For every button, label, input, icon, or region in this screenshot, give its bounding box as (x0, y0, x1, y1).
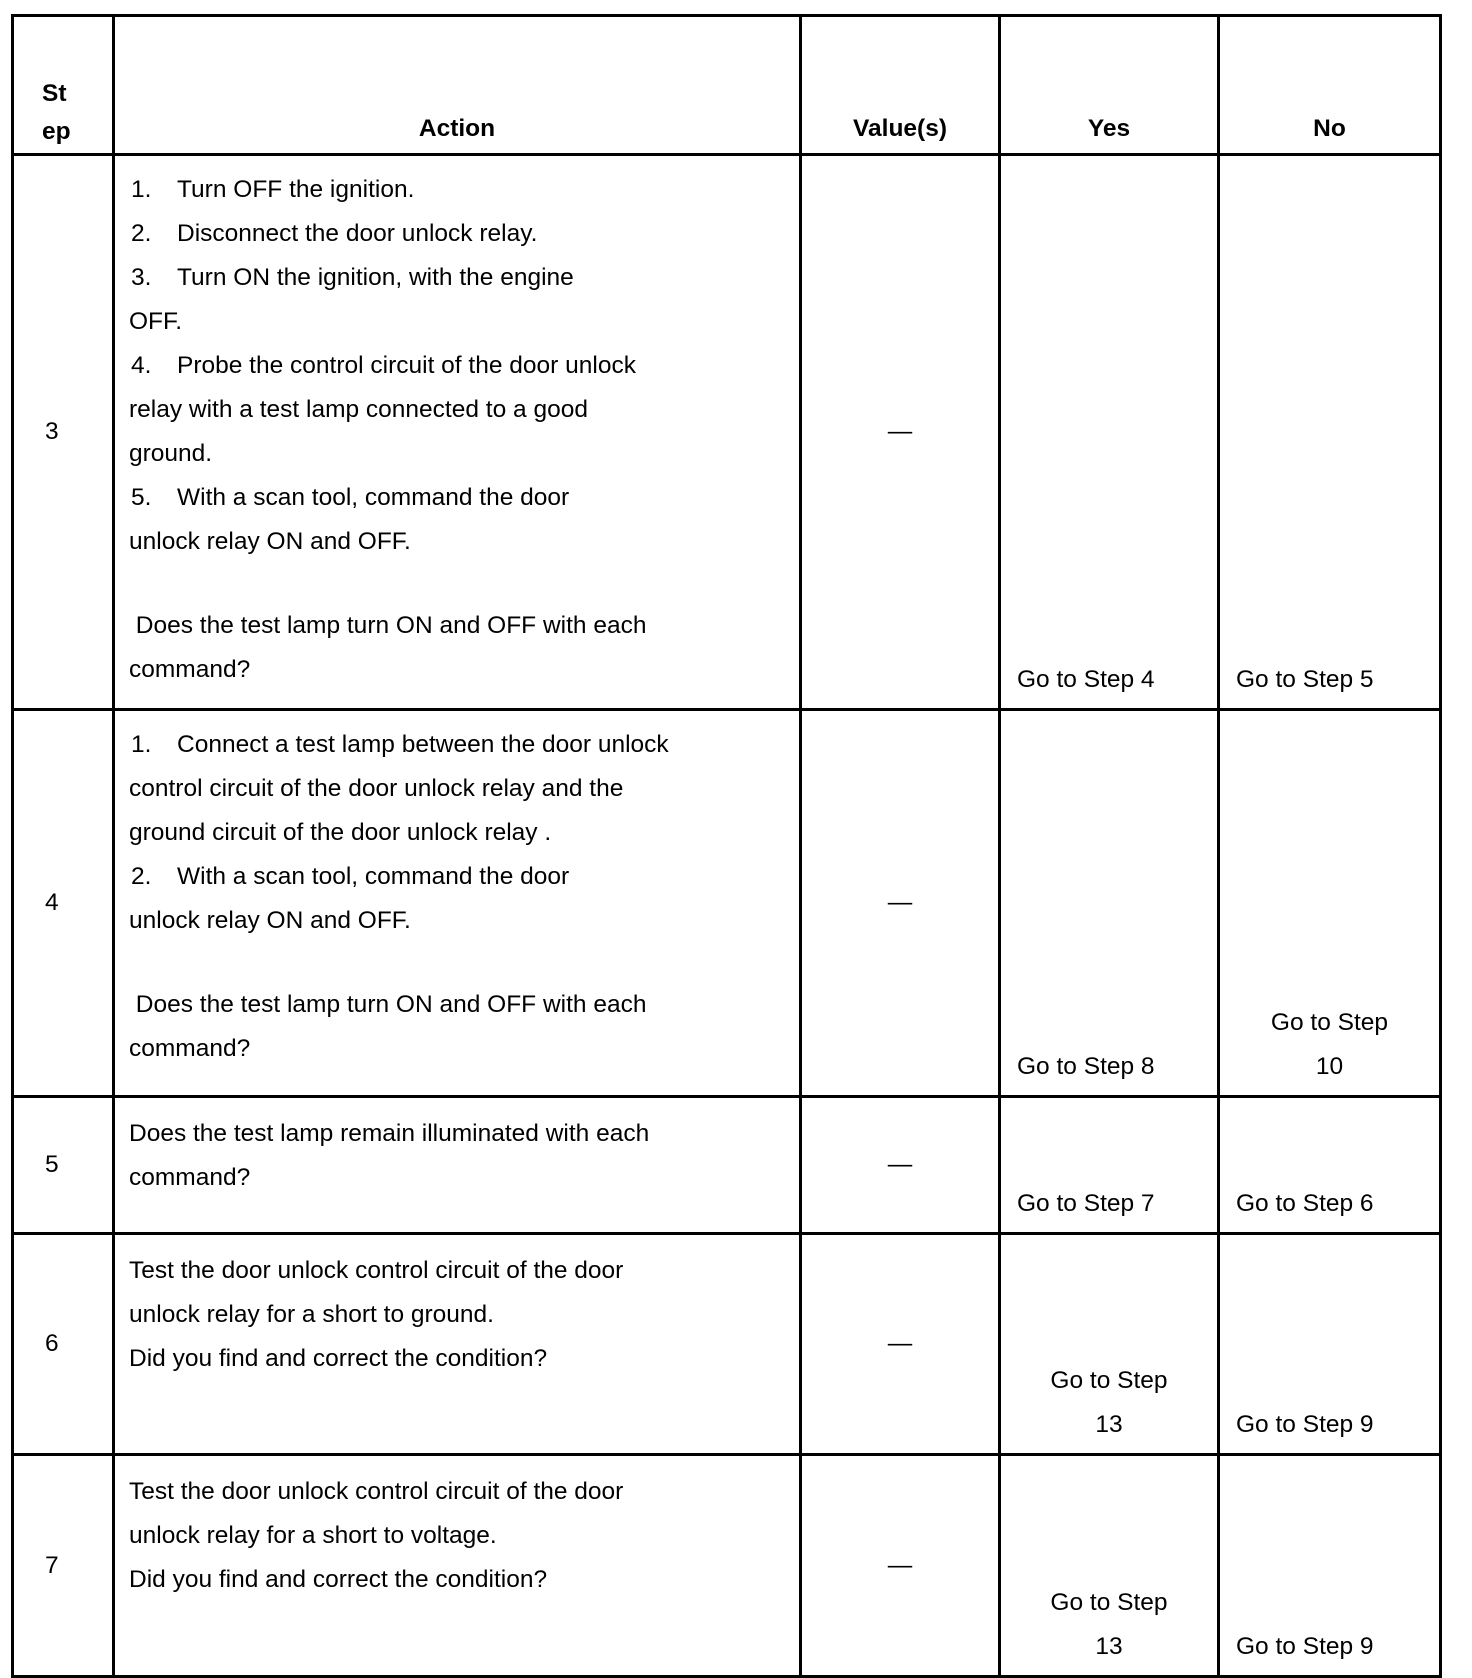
action-line: unlock relay for a short to ground. (129, 1301, 494, 1328)
yes-cell: Go to Step 4 (1000, 155, 1219, 710)
step-number: 3 (13, 155, 114, 710)
action-line: unlock relay ON and OFF. (129, 528, 411, 555)
table-row-step-4 (13, 710, 1441, 1097)
table-row-step-6 (13, 1234, 1441, 1455)
action-line: unlock relay for a short to voltage. (129, 1522, 497, 1549)
action-line: 5. With a scan tool, command the door (131, 484, 570, 511)
action-line: relay with a test lamp connected to a good (129, 396, 588, 423)
yes-cell: Go to Step 7 (1000, 1097, 1219, 1234)
value-cell (801, 1455, 1000, 1677)
step-number: 6 (13, 1234, 114, 1455)
table-row-step-3 (13, 155, 1441, 710)
value-dash: — (887, 1330, 913, 1357)
yes-cell: Go to Step 8 (1000, 710, 1219, 1097)
action-line: Test the door unlock control circuit of the door (129, 1478, 624, 1505)
value-cell (801, 1097, 1000, 1234)
step-number: 5 (13, 1097, 114, 1234)
action-line: unlock relay ON and OFF. (129, 907, 411, 934)
no-cell: Go to Step 9 (1219, 1234, 1441, 1455)
value-cell (801, 155, 1000, 710)
action-line: control circuit of the door unlock relay and the (129, 775, 624, 802)
action-line: 1. Turn OFF the ignition. (131, 176, 415, 203)
action-line: OFF. (129, 308, 183, 335)
no-cell: Go to Step 10 (1219, 710, 1441, 1097)
action-cell (114, 1455, 801, 1677)
header-yes: Yes (1000, 16, 1219, 155)
header-action: Action (114, 16, 801, 155)
value-cell (801, 710, 1000, 1097)
action-question: Does the test lamp turn ON and OFF with each (129, 612, 647, 639)
action-question: command? (129, 1035, 251, 1062)
value-dash: — (887, 889, 913, 916)
header-values: Value(s) (801, 16, 1000, 155)
yes-cell: Go to Step 13 (1000, 1234, 1219, 1455)
yes-cell: Go to Step 13 (1000, 1455, 1219, 1677)
action-line: 1. Connect a test lamp between the door unlock (131, 731, 669, 758)
header-step: St ep (13, 16, 114, 155)
action-cell (114, 1097, 801, 1234)
action-cell (114, 155, 801, 710)
no-cell: Go to Step 6 (1219, 1097, 1441, 1234)
value-dash: — (887, 418, 913, 445)
no-cell: Go to Step 9 (1219, 1455, 1441, 1677)
table-header-row (13, 16, 1441, 155)
action-line: ground circuit of the door unlock relay . (129, 819, 552, 846)
action-cell (114, 710, 801, 1097)
action-line: Test the door unlock control circuit of the door (129, 1257, 624, 1284)
action-line: 2. With a scan tool, command the door (131, 863, 570, 890)
action-question: command? (129, 656, 251, 683)
action-line: 4. Probe the control circuit of the door unlock (131, 352, 636, 379)
action-line: ground. (129, 440, 213, 467)
value-dash: — (887, 1551, 913, 1579)
action-question: Does the test lamp turn ON and OFF with each (129, 991, 647, 1018)
action-line: Does the test lamp remain illuminated with each (129, 1120, 650, 1147)
table-row-step-5 (13, 1097, 1441, 1234)
action-cell (114, 1234, 801, 1455)
table-row-step-7 (13, 1455, 1441, 1677)
diagnostic-table (11, 14, 1442, 1678)
value-dash: — (887, 1151, 913, 1178)
step-number: 4 (13, 710, 114, 1097)
action-line: Did you find and correct the condition? (129, 1345, 548, 1372)
step-number: 7 (13, 1455, 114, 1677)
no-cell: Go to Step 5 (1219, 155, 1441, 710)
action-line: command? (129, 1164, 251, 1191)
value-cell (801, 1234, 1000, 1455)
header-no: No (1219, 16, 1441, 155)
action-line: Did you find and correct the condition? (129, 1566, 548, 1593)
action-line: 2. Disconnect the door unlock relay. (131, 220, 538, 247)
action-line: 3. Turn ON the ignition, with the engine (131, 264, 574, 291)
